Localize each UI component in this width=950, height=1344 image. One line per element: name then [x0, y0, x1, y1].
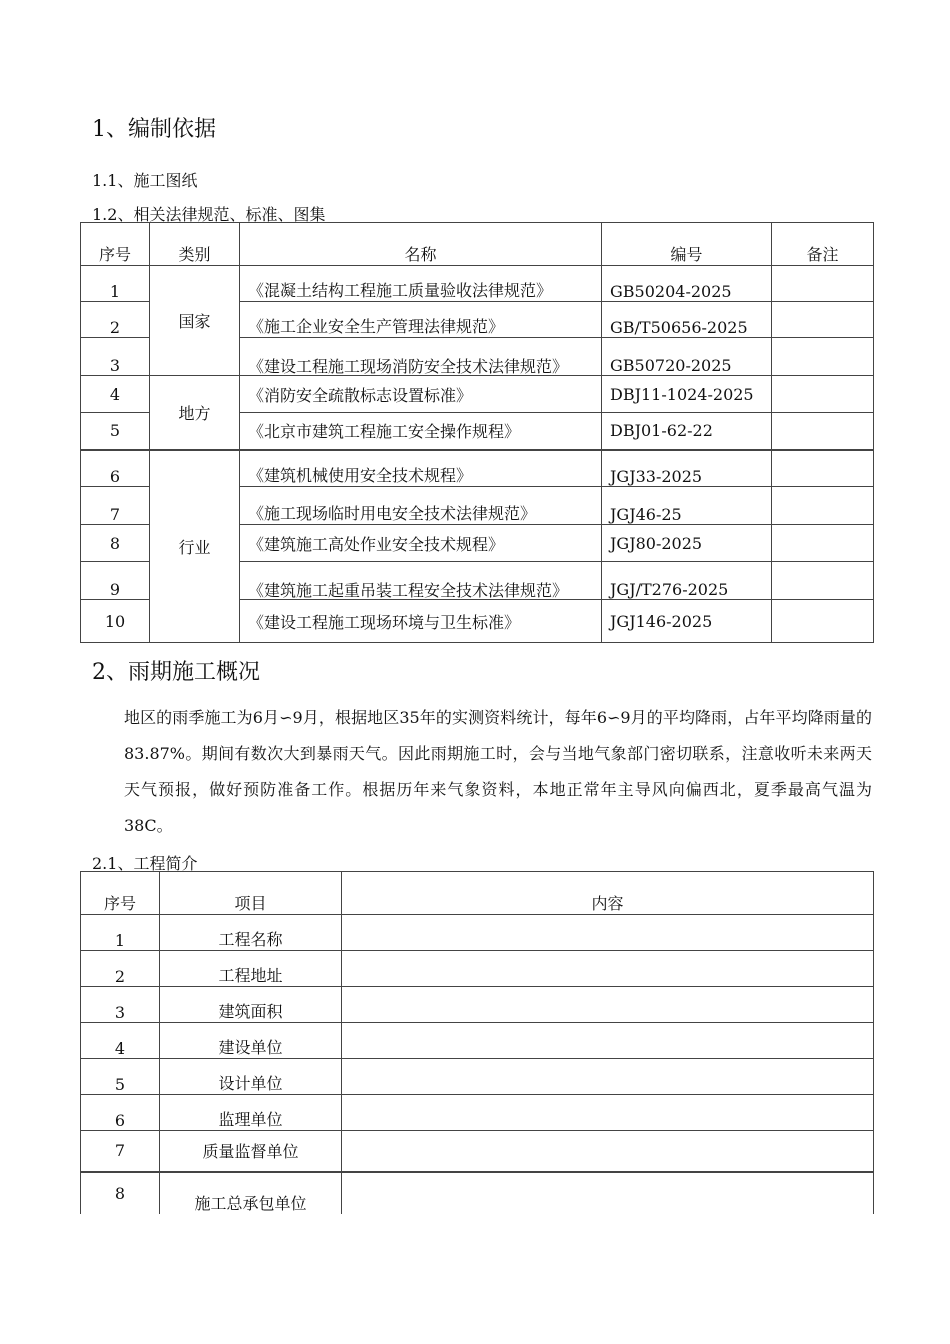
row-remark: [772, 562, 874, 600]
row-item: 质量监督单位: [160, 1131, 342, 1172]
row-code: DBJ11-1024-2025: [602, 376, 772, 413]
row-no: 1: [81, 915, 160, 951]
row-content: [342, 1095, 874, 1131]
row-remark: [772, 525, 874, 562]
row-no: 6: [81, 450, 150, 487]
table-row: [81, 915, 874, 951]
row-item: 工程地址: [160, 951, 342, 987]
row-content: [342, 1059, 874, 1095]
row-code: JGJ/T276-2025: [602, 562, 772, 600]
subsection-1-1: 1.1、施工图纸: [92, 171, 198, 190]
row-no: 9: [81, 562, 150, 600]
table-row: [81, 376, 874, 413]
row-name: 《混凝土结构工程施工质量验收法律规范》: [240, 266, 602, 302]
row-name: 《建筑施工高处作业安全技术规程》: [240, 525, 602, 562]
row-code: GB/T50656-2025: [602, 302, 772, 338]
row-name: 《施工现场临时用电安全技术法律规范》: [240, 487, 602, 525]
section1-heading: 1、编制依据: [92, 117, 216, 142]
row-no: 4: [81, 376, 150, 413]
table-row: [81, 987, 874, 1023]
row-item: 监理单位: [160, 1095, 342, 1131]
regulations-table: [80, 222, 874, 643]
category-national: 国家: [150, 266, 240, 376]
row-content: [342, 915, 874, 951]
header-remark: 备注: [772, 223, 874, 266]
rainy-season-paragraph: [92, 700, 872, 844]
table-row: [81, 1172, 874, 1214]
header-content: 内容: [342, 872, 874, 915]
header-no: 序号: [81, 872, 160, 915]
row-no: 4: [81, 1023, 160, 1059]
header-code: 编号: [602, 223, 772, 266]
project-overview-table: [80, 871, 874, 1214]
row-no: 3: [81, 987, 160, 1023]
header-no: 序号: [81, 223, 150, 266]
row-remark: [772, 450, 874, 487]
subsection-2-1: 2.1、工程简介: [92, 854, 198, 873]
row-no: 8: [81, 1172, 160, 1214]
row-code: GB50204-2025: [602, 266, 772, 302]
row-remark: [772, 413, 874, 450]
row-no: 2: [81, 951, 160, 987]
row-remark: [772, 376, 874, 413]
table-header-row: [81, 872, 874, 915]
row-name: 《北京市建筑工程施工安全操作规程》: [240, 413, 602, 450]
table-row: [81, 1023, 874, 1059]
row-name: 《建设工程施工现场环境与卫生标准》: [240, 600, 602, 643]
row-remark: [772, 487, 874, 525]
table-row: [81, 1131, 874, 1172]
row-item: 建设单位: [160, 1023, 342, 1059]
row-content: [342, 1172, 874, 1214]
row-content: [342, 987, 874, 1023]
table-row: [81, 951, 874, 987]
category-industry: 行业: [150, 450, 240, 643]
row-item: 建筑面积: [160, 987, 342, 1023]
row-name: 《建筑施工起重吊装工程安全技术法律规范》: [240, 562, 602, 600]
row-code: JGJ80-2025: [602, 525, 772, 562]
row-remark: [772, 266, 874, 302]
header-name: 名称: [240, 223, 602, 266]
row-item: 施工总承包单位: [160, 1172, 342, 1214]
row-no: 1: [81, 266, 150, 302]
row-no: 6: [81, 1095, 160, 1131]
section2-heading: 2、雨期施工概况: [92, 660, 260, 685]
row-content: [342, 1131, 874, 1172]
row-code: JGJ146-2025: [602, 600, 772, 643]
row-code: JGJ33-2025: [602, 450, 772, 487]
row-name: 《施工企业安全生产管理法律规范》: [240, 302, 602, 338]
table-header-row: [81, 223, 874, 266]
table-row: [81, 1095, 874, 1131]
row-no: 5: [81, 413, 150, 450]
table-row: [81, 1059, 874, 1095]
table-row: [81, 450, 874, 487]
row-no: 7: [81, 487, 150, 525]
row-name: 《消防安全疏散标志设置标准》: [240, 376, 602, 413]
row-no: 10: [81, 600, 150, 643]
subsection-1-2: 1.2、相关法律规范、标准、图集: [92, 205, 326, 224]
row-no: 3: [81, 338, 150, 376]
row-code: JGJ46-25: [602, 487, 772, 525]
row-name: 《建筑机械使用安全技术规程》: [240, 450, 602, 487]
header-item: 项目: [160, 872, 342, 915]
row-remark: [772, 302, 874, 338]
paragraph-text: 地区的雨季施工为6月∽9月，根据地区35年的实测资料统计，每年6∽9月的平均降雨，占年平均降雨量的83.87%。期间有数次大到暴雨天气。因此雨期施工时，会与当地气象部门密切联系，注意收听未来两天天气预报，做好预防准备工作。根据历年来气象资料，本地正常年主导风向偏西北，夏季最高气温为38C。: [124, 708, 872, 835]
row-remark: [772, 338, 874, 376]
row-content: [342, 951, 874, 987]
row-no: 5: [81, 1059, 160, 1095]
row-no: 2: [81, 302, 150, 338]
row-name: 《建设工程施工现场消防安全技术法律规范》: [240, 338, 602, 376]
row-item: 设计单位: [160, 1059, 342, 1095]
row-content: [342, 1023, 874, 1059]
row-code: DBJ01-62-22: [602, 413, 772, 450]
table-row: [81, 266, 874, 302]
row-no: 8: [81, 525, 150, 562]
row-no: 7: [81, 1131, 160, 1172]
header-category: 类别: [150, 223, 240, 266]
category-local: 地方: [150, 376, 240, 450]
row-code: GB50720-2025: [602, 338, 772, 376]
row-item: 工程名称: [160, 915, 342, 951]
row-remark: [772, 600, 874, 643]
